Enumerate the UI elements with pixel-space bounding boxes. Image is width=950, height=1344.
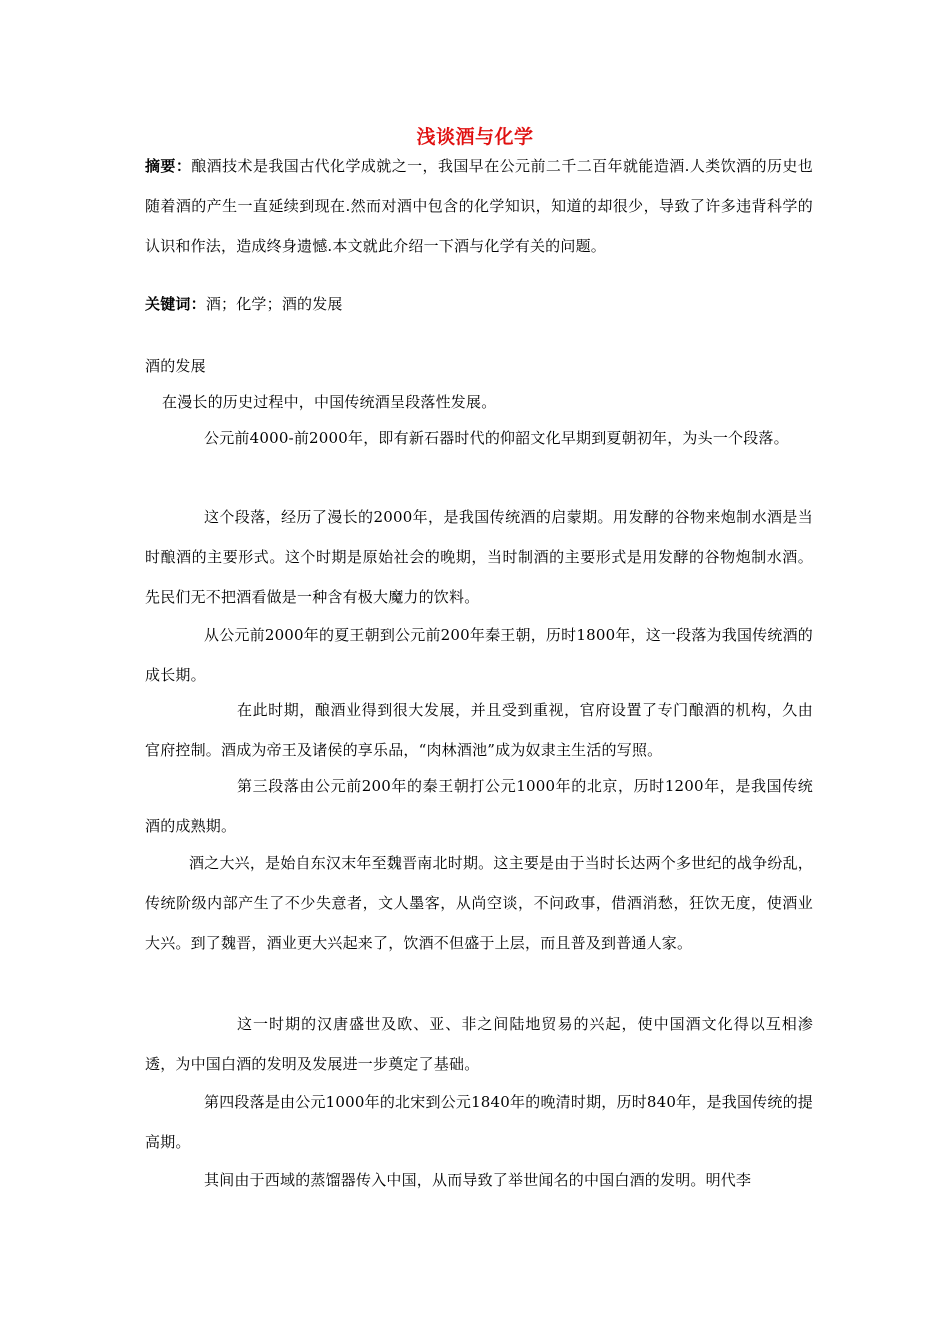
keywords-paragraph — [145, 284, 813, 324]
body-paragraph: 这一时期的汉唐盛世及欧、亚、非之间陆地贸易的兴起，使中国酒文化得以互相渗透，为中国白酒的发明及发展进一步奠定了基础。 — [145, 1015, 813, 1073]
body-paragraph: 第四段落是由公元1000年的北宋到公元1840年的晚清时期，历时840年，是我国传统的提高期。 — [145, 1093, 813, 1151]
section-heading: 酒的发展 — [145, 357, 206, 375]
body-paragraph: 第三段落由公元前200年的秦王朝打公元1000年的北京，历时1200年，是我国传统酒的成熟期。 — [145, 777, 813, 835]
abstract-text: 酿酒技术是我国古代化学成就之一，我国早在公元前二千二百年就能造酒.人类饮酒的历史也随着酒的产生一直延续到现在.然而对酒中包含的化学知识，知道的却很少，导致了许多违背科学的认识和作法，造成终身遗憾.本文就此介绍一下酒与化学有关的问题。 — [145, 157, 813, 255]
keywords-label: 关键词： — [145, 295, 206, 313]
abstract-paragraph — [145, 146, 813, 266]
body-paragraph: 在漫长的历史过程中，中国传统酒呈段落性发展。 — [162, 393, 497, 411]
body-paragraph: 在此时期，酿酒业得到很大发展，并且受到重视，官府设置了专门酿酒的机构，久由官府控制。酒成为帝王及诸侯的享乐品，“肉林酒池”成为奴隶主生活的写照。 — [145, 701, 813, 759]
body-paragraph: 酒之大兴，是始自东汉末年至魏晋南北时期。这主要是由于当时长达两个多世纪的战争纷乱，传统阶级内部产生了不少失意者，文人墨客，从尚空谈，不问政事，借酒消愁，狂饮无度，使酒业大兴。到了魏晋，酒业更大兴起来了，饮酒不但盛于上层，而且普及到普通人家。 — [145, 854, 813, 952]
document-title: 浅谈酒与化学 — [416, 126, 534, 148]
body-paragraph: 公元前4000-前2000年，即有新石器时代的仰韶文化早期到夏朝初年，为头一个段落。 — [204, 429, 789, 447]
body-paragraph: 从公元前2000年的夏王朝到公元前200年秦王朝，历时1800年，这一段落为我国传统酒的成长期。 — [145, 626, 813, 684]
keywords-text: 酒；化学；酒的发展 — [205, 295, 343, 313]
abstract-label: 摘要： — [145, 157, 192, 175]
body-paragraph: 其间由于西域的蒸馏器传入中国，从而导致了举世闻名的中国白酒的发明。明代李 — [204, 1171, 752, 1189]
body-paragraph: 这个段落，经历了漫长的2000年，是我国传统酒的启蒙期。用发酵的谷物来炮制水酒是当时酿酒的主要形式。这个时期是原始社会的晚期，当时制酒的主要形式是用发酵的谷物炮制水酒。先民们无不把酒看做是一种含有极大魔力的饮料。 — [145, 508, 813, 606]
